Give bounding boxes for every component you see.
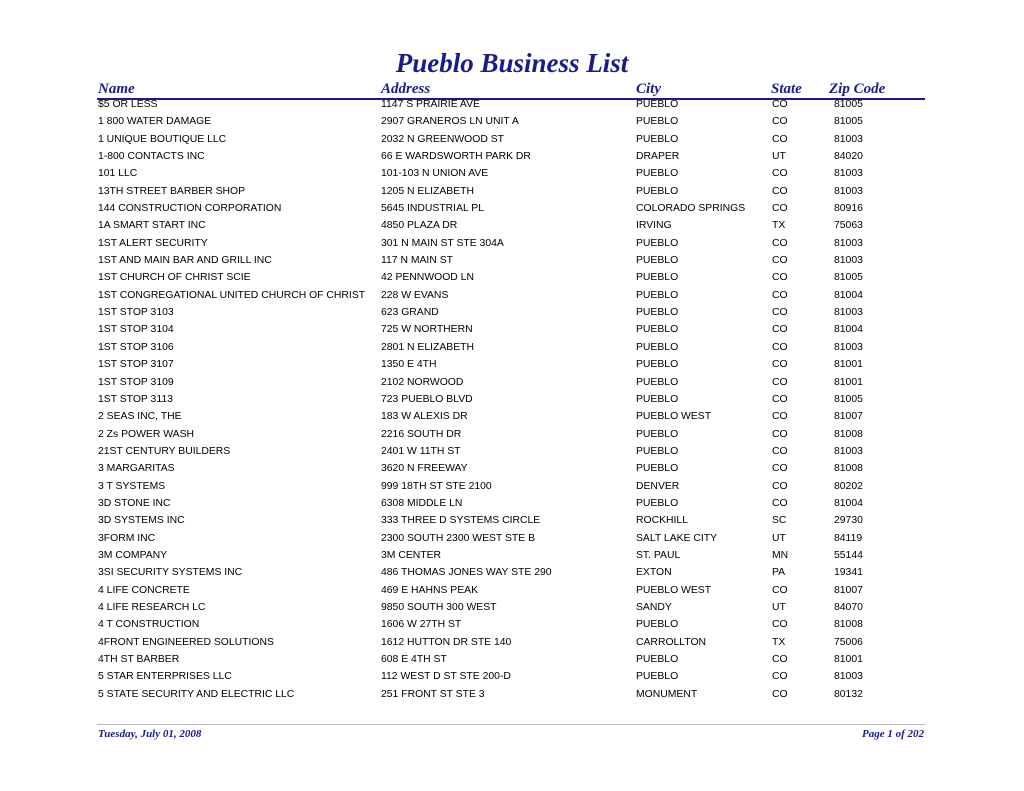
cell-address: 2032 N GREENWOOD ST xyxy=(381,133,504,145)
cell-address: 301 N MAIN ST STE 304A xyxy=(381,237,504,249)
cell-state: CO xyxy=(772,497,788,509)
table-row xyxy=(0,359,1024,376)
cell-address: 101-103 N UNION AVE xyxy=(381,168,489,180)
cell-name: 1ST AND MAIN BAR AND GRILL INC xyxy=(98,255,272,267)
cell-state: CO xyxy=(772,272,788,284)
cell-name: 2 Zs POWER WASH xyxy=(98,428,195,440)
column-header-name: Name xyxy=(98,81,135,97)
cell-state: CO xyxy=(772,168,788,180)
cell-state: CO xyxy=(772,203,788,215)
cell-zip: 80132 xyxy=(834,688,863,700)
cell-address: 2216 SOUTH DR xyxy=(381,428,462,440)
cell-city: PUEBLO xyxy=(636,185,679,197)
cell-state: CO xyxy=(772,237,788,249)
table-row xyxy=(0,637,1024,654)
cell-state: CO xyxy=(772,341,788,353)
cell-city: PUEBLO xyxy=(636,497,679,509)
cell-zip: 81008 xyxy=(834,619,863,631)
cell-address: 183 W ALEXIS DR xyxy=(381,411,468,423)
table-row xyxy=(0,585,1024,602)
cell-city: PUEBLO xyxy=(636,168,679,180)
cell-name: 1 UNIQUE BOUTIQUE LLC xyxy=(98,133,227,145)
cell-name: 5 STAR ENTERPRISES LLC xyxy=(98,671,232,683)
cell-name: 3D SYSTEMS INC xyxy=(98,515,185,527)
cell-name: 1ST STOP 3109 xyxy=(98,376,174,388)
table-row xyxy=(0,116,1024,133)
cell-name: 1-800 CONTACTS INC xyxy=(98,151,205,163)
cell-state: CO xyxy=(772,393,788,405)
cell-state: CO xyxy=(772,445,788,457)
table-row xyxy=(0,307,1024,324)
cell-state: CO xyxy=(772,463,788,475)
cell-name: 21ST CENTURY BUILDERS xyxy=(98,445,231,457)
cell-zip: 80202 xyxy=(834,480,863,492)
table-row xyxy=(0,394,1024,411)
cell-zip: 81007 xyxy=(834,411,863,423)
cell-address: 725 W NORTHERN xyxy=(381,324,473,336)
cell-city: EXTON xyxy=(636,567,672,579)
cell-city: PUEBLO xyxy=(636,307,679,319)
cell-state: CO xyxy=(772,688,788,700)
cell-address: 228 W EVANS xyxy=(381,289,449,301)
cell-city: PUEBLO xyxy=(636,463,679,475)
cell-zip: 81004 xyxy=(834,289,863,301)
table-row xyxy=(0,533,1024,550)
cell-name: 3 MARGARITAS xyxy=(98,463,175,475)
table-row xyxy=(0,619,1024,636)
cell-name: 3M COMPANY xyxy=(98,549,168,561)
cell-zip: 81003 xyxy=(834,185,863,197)
table-row xyxy=(0,324,1024,341)
cell-city: PUEBLO xyxy=(636,272,679,284)
table-row xyxy=(0,168,1024,185)
cell-state: UT xyxy=(772,532,786,544)
table-row xyxy=(0,272,1024,289)
cell-zip: 29730 xyxy=(834,515,863,527)
cell-address: 1606 W 27TH ST xyxy=(381,619,462,631)
cell-state: CO xyxy=(772,671,788,683)
table-row xyxy=(0,151,1024,168)
column-header-zip: Zip Code xyxy=(829,81,886,97)
cell-name: 1ST STOP 3113 xyxy=(98,393,173,405)
cell-zip: 81008 xyxy=(834,463,863,475)
cell-name: 1ST STOP 3103 xyxy=(98,307,174,319)
cell-state: CO xyxy=(772,359,788,371)
cell-zip: 81001 xyxy=(834,359,863,371)
cell-address: 2102 NORWOOD xyxy=(381,376,464,388)
report-title: Pueblo Business List xyxy=(395,48,629,78)
cell-city: PUEBLO xyxy=(636,359,679,371)
cell-name: 2 SEAS INC, THE xyxy=(98,411,182,423)
cell-zip: 81003 xyxy=(834,255,863,267)
cell-city: PUEBLO xyxy=(636,324,679,336)
cell-address: 66 E WARDSWORTH PARK DR xyxy=(381,151,531,163)
cell-city: SANDY xyxy=(636,601,672,613)
cell-name: 1ST CONGREGATIONAL UNITED CHURCH OF CHRIST xyxy=(98,289,366,301)
table-row xyxy=(0,134,1024,151)
cell-address: 608 E 4TH ST xyxy=(381,654,447,665)
cell-name: 4 T CONSTRUCTION xyxy=(98,619,200,631)
cell-address: 623 GRAND xyxy=(381,307,439,319)
cell-name: 13TH STREET BARBER SHOP xyxy=(98,185,246,197)
cell-state: CO xyxy=(772,289,788,301)
cell-zip: 81008 xyxy=(834,428,863,440)
table-row xyxy=(0,550,1024,567)
cell-city: PUEBLO xyxy=(636,116,679,128)
cell-city: CARROLLTON xyxy=(636,636,707,648)
cell-city: PUEBLO WEST xyxy=(636,411,712,423)
cell-name: 101 LLC xyxy=(98,168,138,180)
cell-zip: 75063 xyxy=(834,220,863,232)
column-header-state: State xyxy=(771,81,802,97)
cell-zip: 81005 xyxy=(834,272,863,284)
cell-state: CO xyxy=(772,324,788,336)
cell-state: UT xyxy=(772,601,786,613)
table-row xyxy=(0,290,1024,307)
cell-state: UT xyxy=(772,151,786,163)
cell-name: 3SI SECURITY SYSTEMS INC xyxy=(98,567,243,579)
table-row xyxy=(0,498,1024,515)
cell-state: TX xyxy=(772,636,786,648)
cell-city: DENVER xyxy=(636,480,680,492)
table-row xyxy=(0,515,1024,532)
cell-city: MONUMENT xyxy=(636,688,698,700)
table-row xyxy=(0,463,1024,480)
cell-city: PUEBLO xyxy=(636,428,679,440)
cell-city: PUEBLO xyxy=(636,619,679,631)
cell-name: 3FORM INC xyxy=(98,532,156,544)
cell-zip: 19341 xyxy=(834,567,863,579)
cell-zip: 81005 xyxy=(834,393,863,405)
footer-date: Tuesday, July 01, 2008 xyxy=(98,728,202,740)
cell-city: PUEBLO xyxy=(636,393,679,405)
cell-zip: 84070 xyxy=(834,601,863,613)
cell-address: 9850 SOUTH 300 WEST xyxy=(381,601,497,613)
cell-name: 4FRONT ENGINEERED SOLUTIONS xyxy=(98,636,274,648)
cell-city: COLORADO SPRINGS xyxy=(636,203,746,215)
table-row xyxy=(0,429,1024,446)
table-row xyxy=(0,689,1024,706)
cell-address: 723 PUEBLO BLVD xyxy=(381,393,473,405)
cell-address: 486 THOMAS JONES WAY STE 290 xyxy=(381,567,552,579)
cell-city: PUEBLO xyxy=(636,255,679,267)
cell-name: 4 LIFE RESEARCH LC xyxy=(98,601,206,613)
table-row xyxy=(0,411,1024,428)
cell-address: 6308 MIDDLE LN xyxy=(381,497,463,509)
cell-zip: 81003 xyxy=(834,445,863,457)
cell-name: 1A SMART START INC xyxy=(98,220,206,232)
table-row xyxy=(0,654,1024,671)
column-header-city: City xyxy=(636,81,661,97)
cell-city: PUEBLO xyxy=(636,341,679,353)
cell-address: 112 WEST D ST STE 200-D xyxy=(381,671,511,683)
cell-zip: 84119 xyxy=(834,532,863,544)
cell-address: 469 E HAHNS PEAK xyxy=(381,584,479,596)
cell-zip: 81003 xyxy=(834,341,863,353)
cell-state: TX xyxy=(772,220,786,232)
cell-name: 1ST STOP 3106 xyxy=(98,341,174,353)
cell-zip: 81004 xyxy=(834,324,863,336)
cell-address: 333 THREE D SYSTEMS CIRCLE xyxy=(381,515,541,527)
table-row xyxy=(0,255,1024,272)
cell-city: PUEBLO xyxy=(636,133,679,145)
cell-state: CO xyxy=(772,480,788,492)
table-row xyxy=(0,220,1024,237)
column-header-address: Address xyxy=(381,81,431,97)
table-row xyxy=(0,342,1024,359)
cell-city: PUEBLO xyxy=(636,99,679,110)
cell-state: CO xyxy=(772,654,788,665)
cell-zip: 81005 xyxy=(834,116,863,128)
cell-name: 5 STATE SECURITY AND ELECTRIC LLC xyxy=(98,688,295,700)
cell-state: CO xyxy=(772,307,788,319)
cell-address: 2801 N ELIZABETH xyxy=(381,341,474,353)
business-table-body xyxy=(0,99,1024,706)
cell-zip: 55144 xyxy=(834,549,863,561)
cell-address: 4850 PLAZA DR xyxy=(381,220,458,232)
table-row xyxy=(0,481,1024,498)
cell-zip: 81004 xyxy=(834,497,863,509)
cell-address: 42 PENNWOOD LN xyxy=(381,272,474,284)
table-row xyxy=(0,446,1024,463)
table-row xyxy=(0,186,1024,203)
cell-zip: 81005 xyxy=(834,99,863,110)
cell-city: PUEBLO xyxy=(636,671,679,683)
cell-zip: 81001 xyxy=(834,654,863,665)
cell-name: 4TH ST BARBER xyxy=(98,654,180,665)
cell-state: CO xyxy=(772,99,788,110)
cell-address: 2300 SOUTH 2300 WEST STE B xyxy=(381,532,535,544)
table-row xyxy=(0,99,1024,116)
cell-name: $5 OR LESS xyxy=(98,99,158,110)
cell-city: ST. PAUL xyxy=(636,549,681,561)
cell-zip: 81001 xyxy=(834,376,863,388)
cell-city: DRAPER xyxy=(636,151,680,163)
cell-zip: 81003 xyxy=(834,237,863,249)
cell-name: 144 CONSTRUCTION CORPORATION xyxy=(98,203,282,215)
cell-state: PA xyxy=(772,567,786,579)
cell-zip: 81007 xyxy=(834,584,863,596)
cell-zip: 81003 xyxy=(834,133,863,145)
table-row xyxy=(0,238,1024,255)
cell-city: PUEBLO xyxy=(636,289,679,301)
cell-name: 1 800 WATER DAMAGE xyxy=(98,116,212,128)
cell-name: 3D STONE INC xyxy=(98,497,171,509)
cell-city: PUEBLO WEST xyxy=(636,584,712,596)
cell-state: CO xyxy=(772,584,788,596)
table-row xyxy=(0,671,1024,688)
cell-name: 3 T SYSTEMS xyxy=(98,480,166,492)
cell-address: 999 18TH ST STE 2100 xyxy=(381,480,492,492)
cell-name: 1ST STOP 3107 xyxy=(98,359,174,371)
cell-city: PUEBLO xyxy=(636,654,679,665)
cell-address: 1205 N ELIZABETH xyxy=(381,185,474,197)
cell-address: 2401 W 11TH ST xyxy=(381,445,461,457)
column-header-row xyxy=(97,81,925,100)
cell-city: SALT LAKE CITY xyxy=(636,532,718,544)
cell-city: IRVING xyxy=(636,220,672,232)
cell-state: CO xyxy=(772,619,788,631)
cell-name: 1ST STOP 3104 xyxy=(98,324,174,336)
cell-address: 251 FRONT ST STE 3 xyxy=(381,688,485,700)
cell-address: 1350 E 4TH xyxy=(381,359,437,371)
cell-address: 1612 HUTTON DR STE 140 xyxy=(381,636,512,648)
cell-state: CO xyxy=(772,133,788,145)
table-row xyxy=(0,203,1024,220)
cell-zip: 84020 xyxy=(834,151,863,163)
cell-zip: 80916 xyxy=(834,203,863,215)
cell-address: 117 N MAIN ST xyxy=(381,255,453,267)
cell-state: CO xyxy=(772,376,788,388)
cell-state: CO xyxy=(772,428,788,440)
cell-name: 4 LIFE CONCRETE xyxy=(98,584,190,596)
cell-city: PUEBLO xyxy=(636,376,679,388)
cell-state: CO xyxy=(772,255,788,267)
cell-state: MN xyxy=(772,549,789,561)
cell-zip: 81003 xyxy=(834,307,863,319)
cell-address: 2907 GRANEROS LN UNIT A xyxy=(381,116,519,128)
footer-divider xyxy=(97,724,925,725)
table-row xyxy=(0,377,1024,394)
cell-name: 1ST ALERT SECURITY xyxy=(98,237,208,249)
cell-address: 3620 N FREEWAY xyxy=(381,463,468,475)
cell-name: 1ST CHURCH OF CHRIST SCIE xyxy=(98,272,251,284)
table-row xyxy=(0,567,1024,584)
cell-city: PUEBLO xyxy=(636,237,679,249)
cell-address: 5645 INDUSTRIAL PL xyxy=(381,203,484,215)
cell-address: 1147 S PRAIRIE AVE xyxy=(381,99,480,110)
footer-page-number: Page 1 of 202 xyxy=(861,728,924,740)
cell-state: CO xyxy=(772,185,788,197)
cell-city: PUEBLO xyxy=(636,445,679,457)
cell-zip: 75006 xyxy=(834,636,863,648)
table-row xyxy=(0,602,1024,619)
cell-state: CO xyxy=(772,116,788,128)
cell-address: 3M CENTER xyxy=(381,549,442,561)
cell-state: SC xyxy=(772,515,787,527)
cell-state: CO xyxy=(772,411,788,423)
cell-zip: 81003 xyxy=(834,671,863,683)
cell-city: ROCKHILL xyxy=(636,515,688,527)
cell-zip: 81003 xyxy=(834,168,863,180)
